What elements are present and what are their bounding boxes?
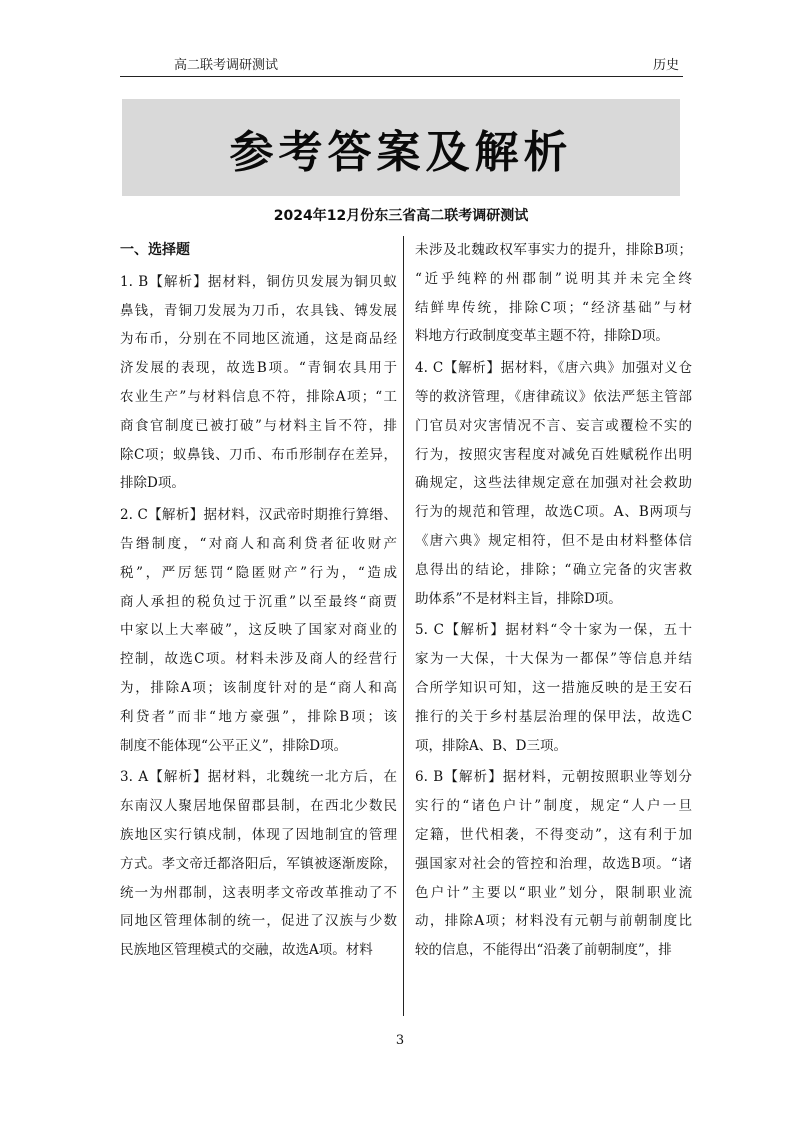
text-line: 《唐六典》规定相符，但不是由材料整体信 bbox=[415, 532, 692, 549]
text-line: 2. C【解析】据材料，汉武帝时期推行算缗、 bbox=[120, 507, 397, 524]
text-line: 等的救济管理，《唐律疏议》依法严惩主管部 bbox=[415, 388, 692, 405]
header-subject: 历史 bbox=[652, 58, 679, 73]
page-number: 3 bbox=[395, 1033, 405, 1048]
text-line: 利贷者”而非“地方豪强”，排除B项；该 bbox=[120, 708, 397, 725]
title-banner bbox=[122, 99, 680, 196]
text-line: 控制，故选C项。材料未涉及商人的经营行 bbox=[120, 651, 397, 668]
text-line: 色户计”主要以“职业”划分，限制职业流 bbox=[415, 884, 692, 901]
text-line: 确规定，这些法律规定意在加强对社会救助 bbox=[415, 475, 692, 492]
text-line: 未涉及北魏政权军事实力的提升，排除B项； bbox=[415, 242, 692, 258]
answer-6 bbox=[415, 763, 692, 965]
page-title: 参考答案及解析 bbox=[229, 126, 573, 178]
right-column bbox=[415, 236, 692, 965]
left-answer-list bbox=[120, 268, 397, 965]
text-line: 中家以上大率破”，这反映了国家对商业的 bbox=[120, 622, 397, 639]
right-answer-list bbox=[415, 236, 692, 965]
text-line: 济发展的表现，故选B项。“青铜农具用于 bbox=[120, 360, 397, 377]
column-divider bbox=[403, 236, 404, 1016]
text-line: 行为，按照灾害程度对减免百姓赋税作出明 bbox=[415, 446, 692, 463]
text-line: 较的信息，不能得出“沿袭了前朝制度”，排 bbox=[415, 942, 672, 959]
running-header bbox=[120, 50, 683, 77]
text-line: 料地方行政制度变革主题不符，排除D项。 bbox=[415, 328, 669, 345]
text-line: 东南汉人聚居地保留郡县制，在西北少数民 bbox=[120, 798, 397, 815]
text-line: 同地区管理体制的统一，促进了汉族与少数 bbox=[120, 913, 397, 930]
text-line: 为布币，分别在不同地区流通，这是商品经 bbox=[120, 331, 397, 348]
text-line: 方式。孝文帝迁都洛阳后，军镇被逐渐废除， bbox=[120, 855, 397, 872]
text-line: 3. A【解析】据材料，北魏统一北方后，在 bbox=[120, 769, 397, 786]
text-line: 家为一大保，十大保为一都保”等信息并结 bbox=[415, 651, 692, 668]
text-line: 项，排除A、B、D三项。 bbox=[415, 737, 567, 754]
text-line: 农业生产”与材料信息不符，排除A项；“工 bbox=[120, 388, 397, 405]
text-line: 为，排除A项；该制度针对的是“商人和高 bbox=[120, 679, 397, 696]
text-line: 门官员对灾害情况不言、妄言或覆检不实的 bbox=[415, 417, 692, 434]
text-line: 行为的规范和管理，故选C项。A、B两项与 bbox=[415, 504, 692, 521]
text-line: 商食官制度已被打破”与材料主旨不符，排 bbox=[120, 417, 397, 434]
answer-3 bbox=[120, 763, 397, 965]
text-line: 动，排除A项；材料没有元朝与前朝制度比 bbox=[415, 913, 692, 930]
text-line: “近乎纯粹的州郡制”说明其并未完全终 bbox=[415, 270, 692, 287]
text-line: 商人承担的税负过于沉重”以至最终“商贾 bbox=[120, 593, 397, 610]
text-line: 定籍，世代相袭，不得变动”，这有利于加 bbox=[415, 826, 692, 843]
text-line: 统一为州郡制，这表明孝文帝改革推动了不 bbox=[120, 884, 397, 901]
answer-2 bbox=[120, 501, 397, 760]
text-line: 除C项；蚁鼻钱、刀币、布币形制存在差异， bbox=[120, 446, 397, 463]
text-line: 4. C【解析】据材料，《唐六典》加强对义仓 bbox=[415, 360, 692, 377]
text-line: 助体系”不是材料主旨，排除D项。 bbox=[415, 590, 622, 607]
text-line: 结鲜卑传统，排除C项；“经济基础”与材 bbox=[415, 299, 692, 316]
text-line: 5. C【解析】据材料“令十家为一保，五十 bbox=[415, 622, 692, 639]
exam-subtitle: 2024年12月份东三省高二联考调研测试 bbox=[273, 208, 529, 224]
text-line: 实行的“诸色户计”制度，规定“人户一旦 bbox=[415, 798, 692, 815]
text-line: 制度不能体现“公平正义”，排除D项。 bbox=[120, 737, 348, 754]
text-line: 1. B【解析】据材料，铜仿贝发展为铜贝蚁 bbox=[120, 273, 397, 290]
header-exam-title: 高二联考调研测试 bbox=[174, 58, 279, 73]
left-column bbox=[120, 236, 397, 965]
answer-4 bbox=[415, 354, 692, 613]
answer-3-cont bbox=[415, 236, 692, 351]
answer-1 bbox=[120, 268, 397, 498]
text-line: 鼻钱，青铜刀发展为刀币，农具钱、镈发展 bbox=[120, 302, 397, 319]
text-line: 推行的关于乡村基层治理的保甲法，故选C bbox=[415, 708, 692, 725]
text-line: 税”，严厉惩罚“隐匿财产”行为，“造成 bbox=[120, 564, 397, 581]
text-line: 强国家对社会的管控和治理，故选B项。“诸 bbox=[415, 855, 692, 872]
text-line: 族地区实行镇戍制，体现了因地制宜的管理 bbox=[120, 826, 397, 843]
text-line: 息得出的结论，排除；“确立完备的灾害救 bbox=[415, 561, 692, 578]
text-line: 合所学知识可知，这一措施反映的是王安石 bbox=[415, 679, 692, 696]
answer-5 bbox=[415, 616, 692, 760]
text-line: 6. B【解析】据材料，元朝按照职业等划分 bbox=[415, 769, 692, 786]
text-line: 告缗制度，“对商人和高利贷者征收财产 bbox=[120, 535, 397, 552]
section-title: 一、选择题 bbox=[120, 242, 190, 258]
text-line: 民族地区管理模式的交融，故选A项。材料 bbox=[120, 942, 373, 959]
text-line: 排除D项。 bbox=[120, 475, 185, 492]
